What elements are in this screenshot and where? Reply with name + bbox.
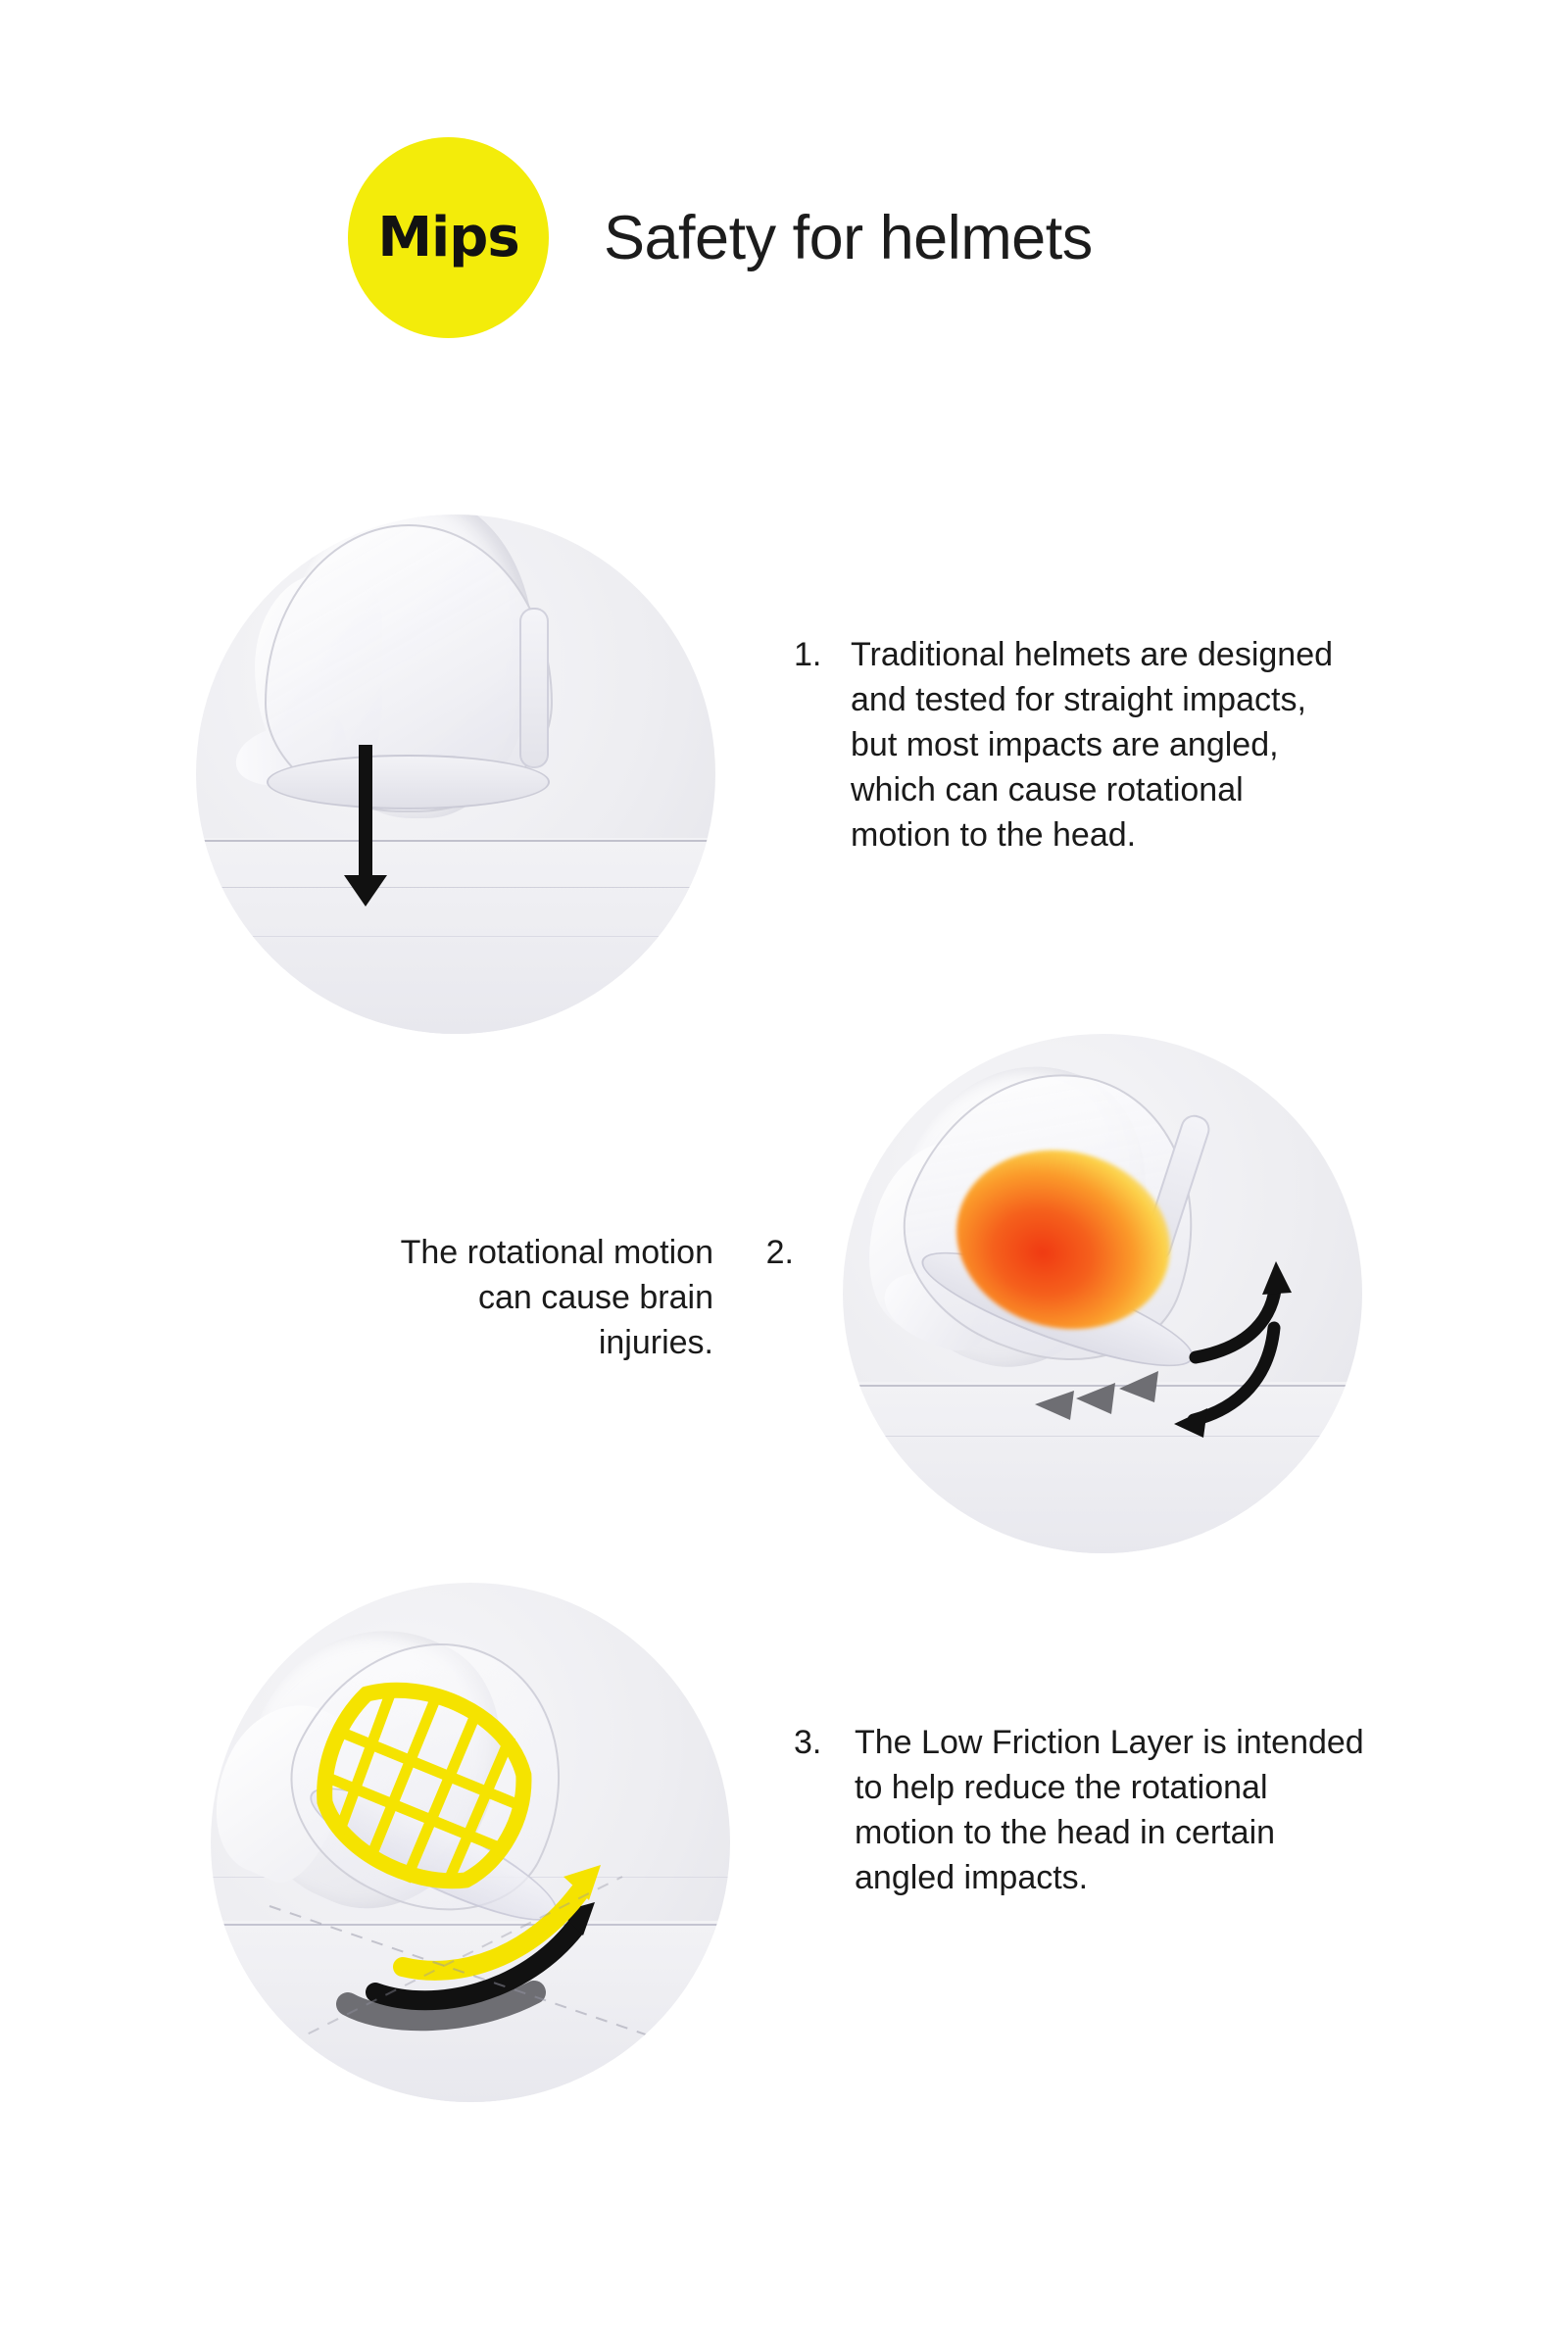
- caption-step-3: [794, 1720, 1382, 1900]
- rotation-arrows-group: [843, 1034, 1362, 1553]
- illustration-step-2: [843, 1034, 1362, 1553]
- helmet-strap: [519, 608, 549, 768]
- floor-line-secondary: [196, 887, 715, 888]
- low-friction-layer-group: [211, 1583, 730, 2102]
- caption-step-3-text: The Low Friction Layer is intended to help reduce the rotational motion to the head in certain angled impacts.: [855, 1724, 1364, 1896]
- friction-chevron-icon: [1035, 1391, 1074, 1420]
- illustration-step-3: [211, 1583, 730, 2102]
- caption-step-2: [333, 1230, 794, 1365]
- illustration-step-1: [196, 514, 715, 1034]
- floor-line: [196, 840, 715, 842]
- friction-chevron-icon: [1119, 1371, 1158, 1402]
- helmet-rim: [267, 755, 550, 809]
- rotation-arrow-up-head-icon: [1262, 1261, 1292, 1295]
- mips-liner-rib: [402, 1707, 482, 1881]
- page-title: Safety for helmets: [604, 203, 1093, 272]
- friction-chevron-icon: [1076, 1383, 1115, 1414]
- caption-step-2-text: The rotational motion can cause brain injuries.: [400, 1234, 713, 1361]
- caption-step-1: [794, 632, 1343, 858]
- floor-grid-line: [196, 936, 715, 937]
- caption-step-3-number: 3.: [794, 1724, 822, 1761]
- mips-logo-label: Mips: [377, 206, 519, 270]
- caption-step-2-number: 2.: [765, 1234, 794, 1271]
- impact-arrow-down-icon: [359, 745, 372, 877]
- rotation-arrow-down-head-icon: [1174, 1408, 1207, 1438]
- caption-step-1-text: Traditional helmets are designed and tested for straight impacts, but most impacts are angled, which can cause rotational motion to the head.: [851, 636, 1334, 854]
- mips-logo: [348, 137, 549, 338]
- header: [348, 137, 1093, 338]
- caption-step-1-number: 1.: [794, 636, 822, 673]
